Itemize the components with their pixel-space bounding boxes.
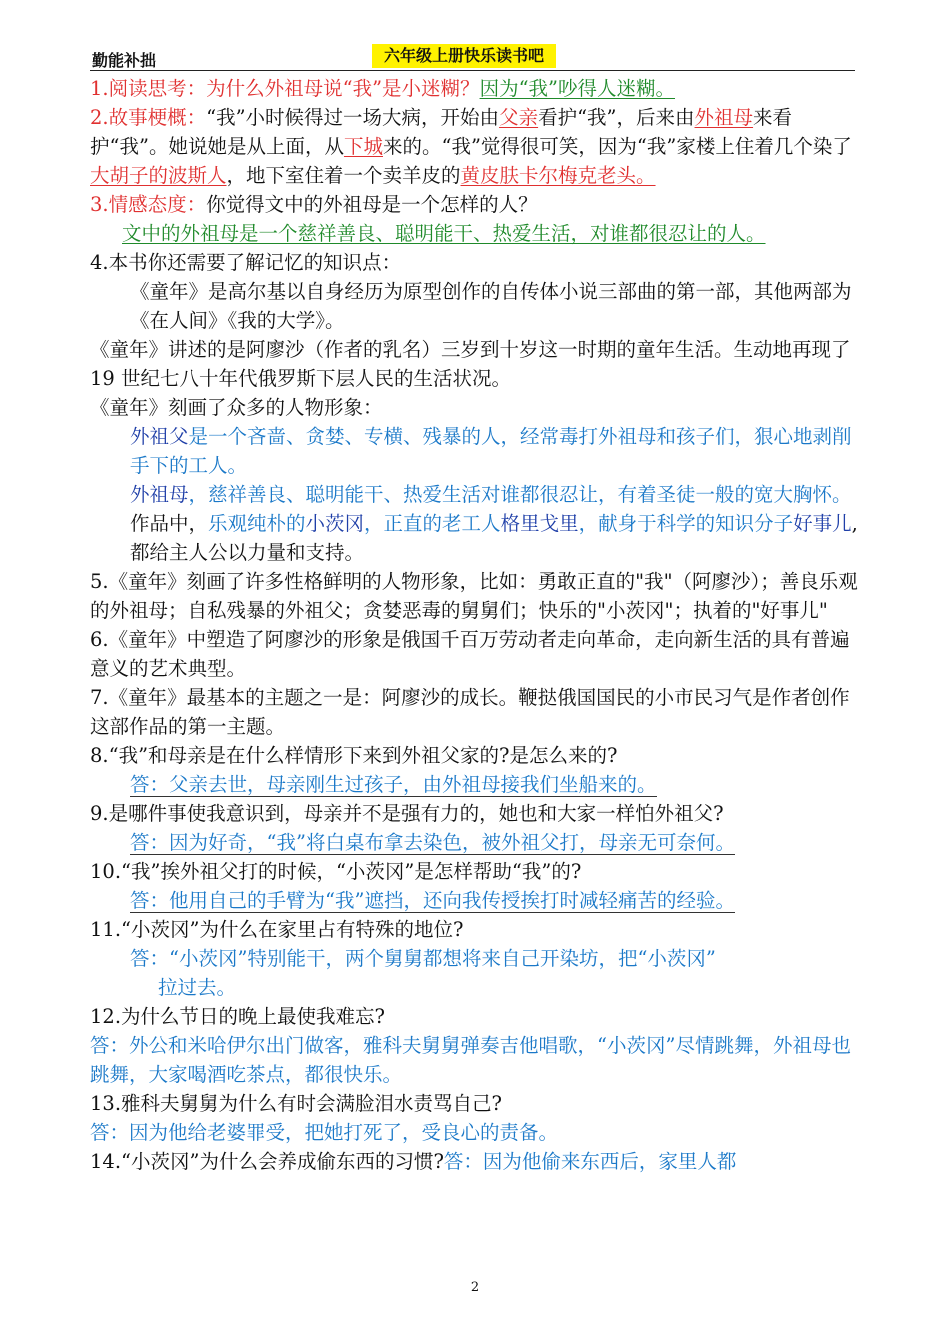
item-4-para-3: 《童年》刻画了众多的人物形象： — [90, 396, 383, 419]
header-title: 六年级上册快乐读书吧 — [372, 44, 556, 68]
item-2-text: 来的。“我”觉得很可笑，因为“我”家楼上住着几个染了 — [382, 135, 852, 158]
item-9-answer — [90, 828, 860, 857]
header-divider — [90, 70, 855, 71]
item-10-question: 10.“我”挨外祖父打的时候，“小茨冈”是怎样帮助“我”的? — [90, 860, 582, 883]
item-2-text: 来看护“我”。她说她是从上面，从 — [90, 106, 793, 158]
supporters-text: 作品中， — [130, 512, 209, 535]
item-10-answer-text: 答：他用自己的手臂为“我”遮挡，还向我传授挨打时减轻痛苦的经验。 — [130, 889, 735, 912]
item-2-text: “我”小时候得过一场大病，开始由 — [206, 106, 500, 129]
item-1 — [90, 74, 860, 103]
item-2-text: ，地下室住着一个卖羊皮的 — [226, 164, 461, 187]
item-2-key-persians: 大胡子的波斯人 — [90, 164, 227, 187]
item-11-answer-text: 拉过去。 — [158, 976, 237, 999]
item-2-key-kalmyk: 黄皮肤卡尔梅克老头。 — [460, 164, 656, 187]
item-11-answer-cont — [90, 973, 860, 1002]
document-body — [90, 74, 860, 1176]
good-business-name: 好事儿 — [793, 512, 852, 535]
item-5: 5.《童年》刻画了许多性格鲜明的人物形象，比如：勇敢正直的"我"（阿廖沙）；善良乐观的外祖母；自私残暴的外祖父；贪婪恶毒的舅舅们；快乐的"小茨冈"；执着的"好事儿" — [90, 570, 858, 622]
item-9-answer-text: 答：因为好奇，“我”将白桌布拿去染色，被外祖父打，母亲无可奈何。 — [130, 831, 735, 854]
item-11-answer-text: 答：“小茨冈”特别能干，两个舅舅都想将来自己开染坊，把“小茨冈” — [130, 947, 716, 970]
item-3-label: 3.情感态度： — [90, 193, 207, 216]
item-2 — [90, 103, 860, 190]
item-11-question: 11.“小茨冈”为什么在家里占有特殊的地位? — [90, 918, 464, 941]
item-3-answer: 文中的外祖母是一个慈祥善良、聪明能干、热爱生活，对谁都很忍让的人。 — [122, 222, 766, 245]
supporters-text: ，献身于科学的知识分子 — [578, 512, 794, 535]
item-2-key-grandmother: 外祖母 — [694, 106, 754, 129]
item-2-label: 2.故事梗概： — [90, 106, 207, 129]
item-3 — [90, 190, 860, 219]
grandfather-name: 外祖父 — [130, 425, 189, 448]
item-14-question: 14.“小茨冈”为什么会养成偷东西的习惯? — [90, 1150, 444, 1173]
supporters-text: 乐观纯朴的 — [208, 512, 306, 535]
grandfather-desc: 是一个吝啬、贪婪、专横、残暴的人，经常毒打外祖母和孩子们，狠心地剥削手下的工人。 — [130, 425, 852, 477]
item-4-title: 4.本书你还需要了解记忆的知识点： — [90, 251, 402, 274]
item-8-answer — [90, 770, 860, 799]
item-13-answer: 答：因为他给老婆罪受，把她打死了，受良心的责备。 — [90, 1121, 559, 1144]
grandmother-name: 外祖母 — [130, 483, 189, 506]
item-4-grandmother — [90, 480, 860, 509]
header-motto: 勤能补拙 — [92, 51, 157, 70]
item-12-question: 12.为什么节日的晚上最使我难忘? — [90, 1005, 385, 1028]
item-9-question: 9.是哪件事使我意识到，母亲并不是强有力的，她也和大家一样怕外祖父? — [90, 802, 724, 825]
item-2-text: 看护“我”，后来由 — [538, 106, 695, 129]
item-3-question: 你觉得文中的外祖母是一个怎样的人？ — [206, 193, 538, 216]
item-1-answer: 因为“我”吵得人迷糊。 — [479, 77, 676, 100]
item-11-answer — [90, 944, 860, 973]
tsyganok-name: 小茨冈 — [305, 512, 365, 535]
item-10-answer — [90, 886, 860, 915]
item-2-key-father: 父亲 — [499, 106, 539, 129]
item-4-supporters — [90, 509, 860, 567]
supporters-text: ,都给主人公以力量和支持。 — [130, 512, 858, 564]
item-4-para-1: 《童年》是高尔基以自身经历为原型创作的自传体小说三部曲的第一部，其他两部为《在人间》《我的大学》。 — [130, 280, 852, 332]
item-14-answer: 答：因为他偷来东西后，家里人都 — [443, 1150, 737, 1173]
item-4-para-2: 《童年》讲述的是阿廖沙（作者的乳名）三岁到十岁这一时期的童年生活。生动地再现了 19 世纪七八十年代俄罗斯下层人民的生活状况。 — [90, 338, 851, 390]
item-2-key-lower-town: 下城 — [343, 135, 383, 158]
item-7: 7.《童年》最基本的主题之一是：阿廖沙的成长。鞭挞俄国国民的小市民习气是作者创作这部作品的第一主题。 — [90, 686, 850, 738]
grandmother-desc: ，慈祥善良、聪明能干、热爱生活对谁都很忍让，有着圣徒一般的宽大胸怀。 — [188, 483, 852, 506]
page-number: 2 — [470, 1280, 480, 1295]
item-1-question: 为什么外祖母说“我”是小迷糊？ — [206, 77, 480, 100]
supporters-text: ，正直的老工人 — [364, 512, 501, 535]
item-4-grandfather — [90, 422, 860, 480]
item-3-answer-line — [90, 219, 860, 248]
item-13-question: 13.雅科夫舅舅为什么有时会满脸泪水责骂自己? — [90, 1092, 502, 1115]
item-12-answer: 答：外公和米哈伊尔出门做客，雅科夫舅舅弹奏吉他唱歌，“小茨冈”尽情跳舞，外祖母也跳舞，大家喝酒吃茶点，都很快乐。 — [90, 1034, 851, 1086]
grigory-name: 格里戈里 — [500, 512, 579, 535]
item-8-question: 8.“我”和母亲是在什么样情形下来到外祖父家的?是怎么来的? — [90, 744, 618, 767]
item-14 — [90, 1147, 860, 1176]
item-1-label: 1.阅读思考： — [90, 77, 207, 100]
item-6: 6.《童年》中塑造了阿廖沙的形象是俄国千百万劳动者走向革命，走向新生活的具有普遍意义的艺术典型。 — [90, 628, 850, 680]
item-8-answer-text: 答：父亲去世，母亲刚生过孩子，由外祖母接我们坐船来的。 — [130, 773, 657, 796]
